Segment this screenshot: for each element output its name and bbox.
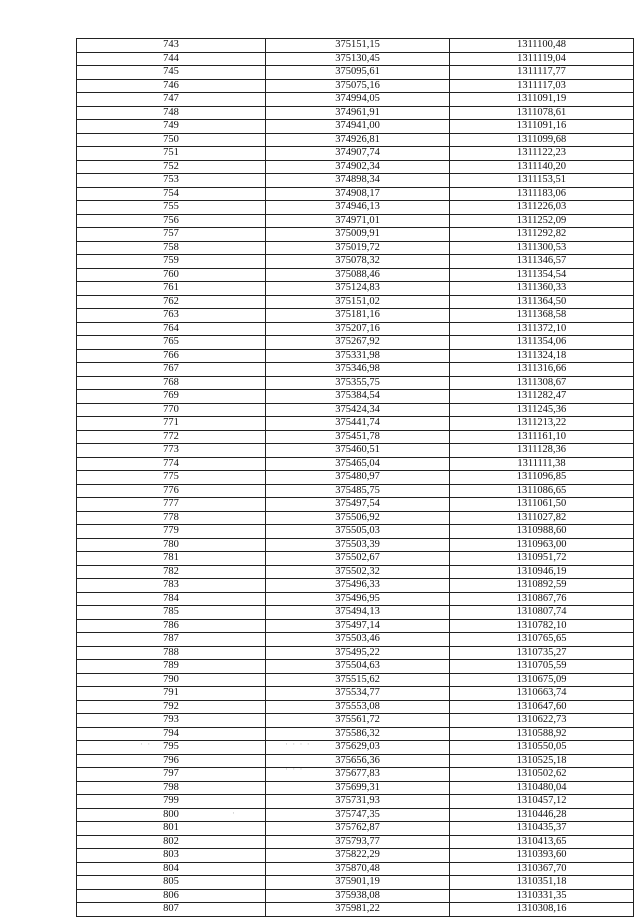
point-number-cell: 805 [77, 876, 266, 890]
x-coordinate-cell: 374961,91 [266, 106, 450, 120]
table-row [77, 673, 634, 687]
table-row [77, 592, 634, 606]
table-row [77, 322, 634, 336]
y-coordinate-cell: 1311226,03 [450, 201, 634, 215]
x-coordinate-cell: 375331,98 [266, 349, 450, 363]
table-row [77, 538, 634, 552]
y-coordinate-cell: 1310663,74 [450, 687, 634, 701]
point-number-cell: 747 [77, 93, 266, 107]
table-row [77, 889, 634, 903]
point-number-cell: 744 [77, 52, 266, 66]
x-coordinate-cell: 375088,46 [266, 268, 450, 282]
y-coordinate-cell: 1311252,09 [450, 214, 634, 228]
point-number-cell: 801 [77, 822, 266, 836]
point-number-cell: 807 [77, 903, 266, 917]
table-row [77, 633, 634, 647]
x-coordinate-cell: 374898,34 [266, 174, 450, 188]
point-number-cell: 774 [77, 457, 266, 471]
y-coordinate-cell: 1311368,58 [450, 309, 634, 323]
y-coordinate-cell: 1311099,68 [450, 133, 634, 147]
x-coordinate-cell: 375656,36 [266, 754, 450, 768]
y-coordinate-cell: 1310308,16 [450, 903, 634, 917]
x-coordinate-cell: 375497,14 [266, 619, 450, 633]
point-number-cell: 772 [77, 430, 266, 444]
x-coordinate-cell: 375346,98 [266, 363, 450, 377]
y-coordinate-cell: 1311117,03 [450, 79, 634, 93]
x-coordinate-cell: 375534,77 [266, 687, 450, 701]
point-number-cell: 760 [77, 268, 266, 282]
x-coordinate-cell: 375981,22 [266, 903, 450, 917]
x-coordinate-cell: 375181,16 [266, 309, 450, 323]
table-row [77, 619, 634, 633]
point-number-cell: 781 [77, 552, 266, 566]
y-coordinate-cell: 1311091,19 [450, 93, 634, 107]
table-row [77, 808, 634, 822]
table-row [77, 187, 634, 201]
table-row [77, 754, 634, 768]
point-number-cell: 782 [77, 565, 266, 579]
point-number-cell: 806 [77, 889, 266, 903]
x-coordinate-cell: 375822,29 [266, 849, 450, 863]
x-coordinate-cell: 374926,81 [266, 133, 450, 147]
y-coordinate-cell: 1311078,61 [450, 106, 634, 120]
table-row [77, 160, 634, 174]
x-coordinate-cell: 375267,92 [266, 336, 450, 350]
point-number-cell: 764 [77, 322, 266, 336]
point-number-cell: 754 [77, 187, 266, 201]
y-coordinate-cell: 1311300,53 [450, 241, 634, 255]
x-coordinate-cell: 375901,19 [266, 876, 450, 890]
y-coordinate-cell: 1311364,50 [450, 295, 634, 309]
x-coordinate-cell: 375747,35 [266, 808, 450, 822]
y-coordinate-cell: 1310622,73 [450, 714, 634, 728]
table-row [77, 174, 634, 188]
table-row [77, 687, 634, 701]
table-row [77, 133, 634, 147]
point-number-cell: 755 [77, 201, 266, 215]
x-coordinate-cell: 375009,91 [266, 228, 450, 242]
point-number-cell: 750 [77, 133, 266, 147]
point-number-cell: 761 [77, 282, 266, 296]
table-row [77, 268, 634, 282]
y-coordinate-cell: 1311308,67 [450, 376, 634, 390]
table-row [77, 430, 634, 444]
table-row [77, 376, 634, 390]
table-row [77, 147, 634, 161]
y-coordinate-cell: 1310435,37 [450, 822, 634, 836]
scan-smudge: · · · · [285, 739, 311, 749]
point-number-cell: 753 [77, 174, 266, 188]
y-coordinate-cell: 1310946,19 [450, 565, 634, 579]
table-row [77, 120, 634, 134]
point-number-cell: 743 [77, 39, 266, 53]
table-row [77, 606, 634, 620]
table-row [77, 660, 634, 674]
coordinates-table [76, 38, 634, 917]
point-number-cell: 765 [77, 336, 266, 350]
point-number-cell: 804 [77, 862, 266, 876]
point-number-cell: 793 [77, 714, 266, 728]
x-coordinate-cell: 375699,31 [266, 781, 450, 795]
x-coordinate-cell: 375515,62 [266, 673, 450, 687]
x-coordinate-cell: 375460,51 [266, 444, 450, 458]
table-row [77, 295, 634, 309]
point-number-cell: 780 [77, 538, 266, 552]
y-coordinate-cell: 1310502,62 [450, 768, 634, 782]
point-number-cell: 748 [77, 106, 266, 120]
point-number-cell: 794 [77, 727, 266, 741]
x-coordinate-cell: 375505,03 [266, 525, 450, 539]
point-number-cell: 785 [77, 606, 266, 620]
table-row [77, 511, 634, 525]
y-coordinate-cell: 1310446,28 [450, 808, 634, 822]
y-coordinate-cell: 1310892,59 [450, 579, 634, 593]
point-number-cell: 788 [77, 646, 266, 660]
y-coordinate-cell: 1311091,16 [450, 120, 634, 134]
x-coordinate-cell: 375502,67 [266, 552, 450, 566]
point-number-cell: 802 [77, 835, 266, 849]
table-row [77, 552, 634, 566]
y-coordinate-cell: 1311153,51 [450, 174, 634, 188]
point-number-cell: 773 [77, 444, 266, 458]
point-number-cell: 758 [77, 241, 266, 255]
x-coordinate-cell: 375495,22 [266, 646, 450, 660]
y-coordinate-cell: 1311161,10 [450, 430, 634, 444]
x-coordinate-cell: 375207,16 [266, 322, 450, 336]
table-row [77, 214, 634, 228]
table-row [77, 565, 634, 579]
x-coordinate-cell: 375793,77 [266, 835, 450, 849]
table-row [77, 457, 634, 471]
point-number-cell: 749 [77, 120, 266, 134]
table-row [77, 241, 634, 255]
x-coordinate-cell: 375870,48 [266, 862, 450, 876]
y-coordinate-cell: 1311111,38 [450, 457, 634, 471]
table-row [77, 822, 634, 836]
y-coordinate-cell: 1310951,72 [450, 552, 634, 566]
y-coordinate-cell: 1310735,27 [450, 646, 634, 660]
scan-smudge: · · [140, 739, 152, 749]
point-number-cell: 768 [77, 376, 266, 390]
point-number-cell: 791 [77, 687, 266, 701]
y-coordinate-cell: 1311324,18 [450, 349, 634, 363]
y-coordinate-cell: 1310705,59 [450, 660, 634, 674]
table-row [77, 93, 634, 107]
y-coordinate-cell: 1311122,23 [450, 147, 634, 161]
y-coordinate-cell: 1310647,60 [450, 700, 634, 714]
y-coordinate-cell: 1311128,36 [450, 444, 634, 458]
table-row [77, 835, 634, 849]
x-coordinate-cell: 374908,17 [266, 187, 450, 201]
x-coordinate-cell: 375502,32 [266, 565, 450, 579]
y-coordinate-cell: 1310765,65 [450, 633, 634, 647]
table-row [77, 646, 634, 660]
point-number-cell: 746 [77, 79, 266, 93]
table-row [77, 849, 634, 863]
y-coordinate-cell: 1310367,70 [450, 862, 634, 876]
table-row [77, 228, 634, 242]
x-coordinate-cell: 375494,13 [266, 606, 450, 620]
point-number-cell: 786 [77, 619, 266, 633]
table-row [77, 471, 634, 485]
table-row [77, 390, 634, 404]
x-coordinate-cell: 374907,74 [266, 147, 450, 161]
point-number-cell: 783 [77, 579, 266, 593]
y-coordinate-cell: 1311316,66 [450, 363, 634, 377]
x-coordinate-cell: 375496,33 [266, 579, 450, 593]
x-coordinate-cell: 375480,97 [266, 471, 450, 485]
point-number-cell: 790 [77, 673, 266, 687]
y-coordinate-cell: 1311096,85 [450, 471, 634, 485]
table-row [77, 349, 634, 363]
table-row [77, 498, 634, 512]
table-row [77, 39, 634, 53]
x-coordinate-cell: 375496,95 [266, 592, 450, 606]
table-row [77, 781, 634, 795]
x-coordinate-cell: 375762,87 [266, 822, 450, 836]
y-coordinate-cell: 1311117,77 [450, 66, 634, 80]
y-coordinate-cell: 1311100,48 [450, 39, 634, 53]
table-row [77, 106, 634, 120]
x-coordinate-cell: 375355,75 [266, 376, 450, 390]
x-coordinate-cell: 375019,72 [266, 241, 450, 255]
x-coordinate-cell: 375095,61 [266, 66, 450, 80]
y-coordinate-cell: 1310525,18 [450, 754, 634, 768]
table-row [77, 282, 634, 296]
table-row [77, 201, 634, 215]
point-number-cell: 799 [77, 795, 266, 809]
y-coordinate-cell: 1310331,35 [450, 889, 634, 903]
table-row [77, 444, 634, 458]
x-coordinate-cell: 375485,75 [266, 484, 450, 498]
table-row [77, 795, 634, 809]
y-coordinate-cell: 1310550,05 [450, 741, 634, 755]
x-coordinate-cell: 375078,32 [266, 255, 450, 269]
x-coordinate-cell: 375465,04 [266, 457, 450, 471]
y-coordinate-cell: 1311360,33 [450, 282, 634, 296]
table-row [77, 417, 634, 431]
point-number-cell: 800 [77, 808, 266, 822]
point-number-cell: 797 [77, 768, 266, 782]
point-number-cell: 798 [77, 781, 266, 795]
point-number-cell: 756 [77, 214, 266, 228]
table-row [77, 66, 634, 80]
y-coordinate-cell: 1310351,18 [450, 876, 634, 890]
y-coordinate-cell: 1310393,60 [450, 849, 634, 863]
x-coordinate-cell: 375497,54 [266, 498, 450, 512]
table-row [77, 579, 634, 593]
y-coordinate-cell: 1311213,22 [450, 417, 634, 431]
x-coordinate-cell: 375441,74 [266, 417, 450, 431]
table-row [77, 309, 634, 323]
table-row [77, 727, 634, 741]
y-coordinate-cell: 1311372,10 [450, 322, 634, 336]
table-row [77, 363, 634, 377]
point-number-cell: 745 [77, 66, 266, 80]
point-number-cell: 769 [77, 390, 266, 404]
y-coordinate-cell: 1311027,82 [450, 511, 634, 525]
x-coordinate-cell: 374902,34 [266, 160, 450, 174]
y-coordinate-cell: 1311061,50 [450, 498, 634, 512]
table-row [77, 714, 634, 728]
point-number-cell: 789 [77, 660, 266, 674]
table-row [77, 52, 634, 66]
point-number-cell: 766 [77, 349, 266, 363]
point-number-cell: 759 [77, 255, 266, 269]
scan-smudge: · · · [285, 764, 304, 774]
table-row [77, 862, 634, 876]
point-number-cell: 767 [77, 363, 266, 377]
point-number-cell: 776 [77, 484, 266, 498]
table-row [77, 741, 634, 755]
y-coordinate-cell: 1311282,47 [450, 390, 634, 404]
point-number-cell: 770 [77, 403, 266, 417]
table-row [77, 403, 634, 417]
x-coordinate-cell: 375130,45 [266, 52, 450, 66]
y-coordinate-cell: 1310588,92 [450, 727, 634, 741]
point-number-cell: 803 [77, 849, 266, 863]
x-coordinate-cell: 375451,78 [266, 430, 450, 444]
x-coordinate-cell: 375075,16 [266, 79, 450, 93]
y-coordinate-cell: 1311292,82 [450, 228, 634, 242]
x-coordinate-cell: 375561,72 [266, 714, 450, 728]
x-coordinate-cell: 374994,05 [266, 93, 450, 107]
x-coordinate-cell: 374971,01 [266, 214, 450, 228]
table-row [77, 768, 634, 782]
y-coordinate-cell: 1310457,12 [450, 795, 634, 809]
x-coordinate-cell: 375938,08 [266, 889, 450, 903]
y-coordinate-cell: 1310988,60 [450, 525, 634, 539]
x-coordinate-cell: 374946,13 [266, 201, 450, 215]
x-coordinate-cell: 375586,32 [266, 727, 450, 741]
y-coordinate-cell: 1311140,20 [450, 160, 634, 174]
table-row [77, 79, 634, 93]
point-number-cell: 784 [77, 592, 266, 606]
y-coordinate-cell: 1310807,74 [450, 606, 634, 620]
point-number-cell: 763 [77, 309, 266, 323]
x-coordinate-cell: 375503,39 [266, 538, 450, 552]
x-coordinate-cell: 375424,34 [266, 403, 450, 417]
x-coordinate-cell: 375151,02 [266, 295, 450, 309]
x-coordinate-cell: 375629,03 [266, 741, 450, 755]
y-coordinate-cell: 1311245,36 [450, 403, 634, 417]
point-number-cell: 752 [77, 160, 266, 174]
point-number-cell: 787 [77, 633, 266, 647]
point-number-cell: 757 [77, 228, 266, 242]
y-coordinate-cell: 1310413,65 [450, 835, 634, 849]
y-coordinate-cell: 1310675,09 [450, 673, 634, 687]
y-coordinate-cell: 1311346,57 [450, 255, 634, 269]
point-number-cell: 796 [77, 754, 266, 768]
y-coordinate-cell: 1311354,06 [450, 336, 634, 350]
y-coordinate-cell: 1311183,06 [450, 187, 634, 201]
y-coordinate-cell: 1310782,10 [450, 619, 634, 633]
x-coordinate-cell: 375504,63 [266, 660, 450, 674]
point-number-cell: 792 [77, 700, 266, 714]
table-row [77, 700, 634, 714]
scan-smudge: · [232, 808, 236, 818]
y-coordinate-cell: 1310480,04 [450, 781, 634, 795]
point-number-cell: 775 [77, 471, 266, 485]
x-coordinate-cell: 375731,93 [266, 795, 450, 809]
point-number-cell: 779 [77, 525, 266, 539]
x-coordinate-cell: 375384,54 [266, 390, 450, 404]
point-number-cell: 751 [77, 147, 266, 161]
x-coordinate-cell: 375124,83 [266, 282, 450, 296]
x-coordinate-cell: 375677,83 [266, 768, 450, 782]
y-coordinate-cell: 1310963,00 [450, 538, 634, 552]
x-coordinate-cell: 375553,08 [266, 700, 450, 714]
table-row [77, 484, 634, 498]
point-number-cell: 771 [77, 417, 266, 431]
table-row [77, 525, 634, 539]
x-coordinate-cell: 375151,15 [266, 39, 450, 53]
coordinates-table-body [77, 39, 634, 917]
point-number-cell: 778 [77, 511, 266, 525]
table-row [77, 255, 634, 269]
point-number-cell: 777 [77, 498, 266, 512]
y-coordinate-cell: 1310867,76 [450, 592, 634, 606]
x-coordinate-cell: 375506,92 [266, 511, 450, 525]
y-coordinate-cell: 1311086,65 [450, 484, 634, 498]
point-number-cell: 762 [77, 295, 266, 309]
table-row [77, 336, 634, 350]
table-row [77, 876, 634, 890]
x-coordinate-cell: 374941,00 [266, 120, 450, 134]
y-coordinate-cell: 1311119,04 [450, 52, 634, 66]
y-coordinate-cell: 1311354,54 [450, 268, 634, 282]
x-coordinate-cell: 375503,46 [266, 633, 450, 647]
point-number-cell: 795 [77, 741, 266, 755]
